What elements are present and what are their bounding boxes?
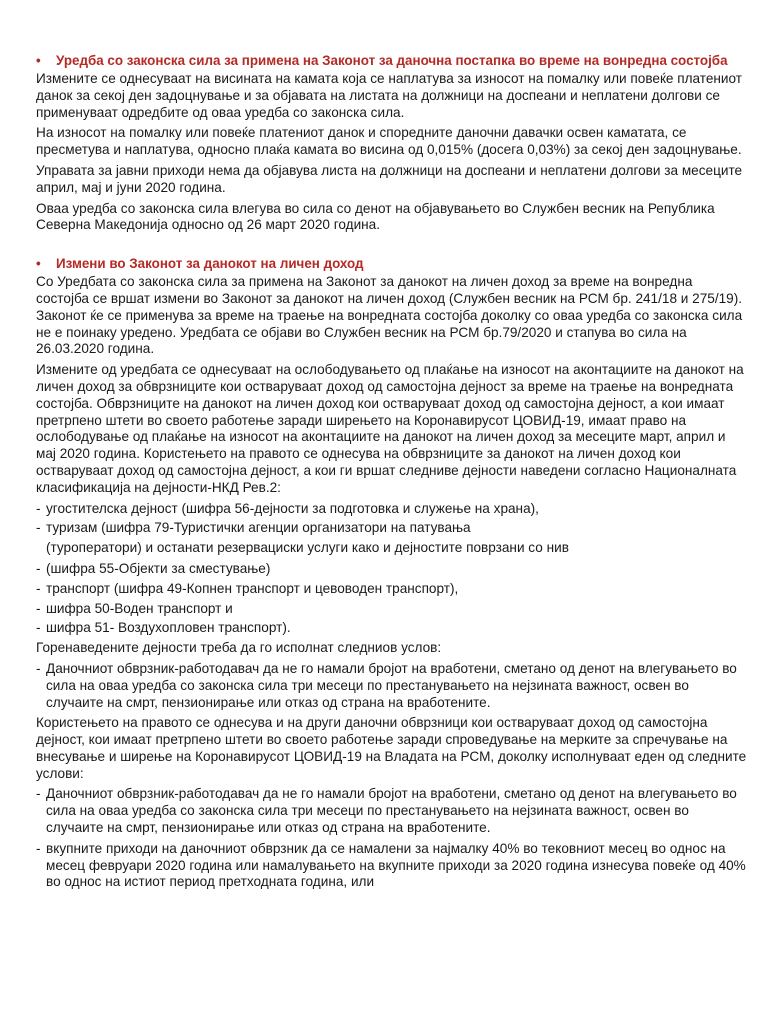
- list-dash: -: [36, 500, 41, 516]
- activity-list-item: [36, 501, 748, 518]
- activity-text: угостителска дејност (шифра 56-дејности за подготовка и служење на храна),: [46, 500, 539, 516]
- section-2-paragraph: Измените од уредбата се однесуваат на ослободувањето од плаќање на износот на аконтациите на данокот на личен доход за обврзниците кои остваруваат доход од самостојна дејност за време на траење на вонредната состојба. Обврзниците на данокот на личен доход кои остваруваат доход од самостојна дејност, а кои имаат претрпено штети во своето работење заради ширењето на Коронавирусот ЦОВИД-19, имаат право на ослободување од плаќање на износот на аконтациите на данокот на личен доход за месеците март, април и мај 2020 година. Користењето на правото се однесува на обврзниците за данокот на личен доход кои остваруваат доход од самостојна дејност, а кои ги вршат следниве дејности наведени согласно Националната класификација на дејности-НКД Рев.2:: [36, 362, 744, 495]
- section-1-paragraph: Управата за јавни приходи нема да објавува листа на должници на доспеани и неплатени долгови за месеците април, мај и јуни 2020 година.: [36, 162, 743, 195]
- list-dash: -: [36, 580, 41, 596]
- condition-text: Даночниот обврзник-работодавач да не го намали бројот на вработени, сметано од денот на влегувањето во сила на оваа уредба со законска сила три месеци по престанувањето на нејзината важност, освен во случаите на смрт, пензионирање или отказ од страна на вработените.: [46, 660, 737, 710]
- section-1-paragraph: Измените се однесуваат на висината на камата која се наплатува за износот на помалку или повеќе платениот данок за секој ден задоцнување и за објавата на листата на должници на доспеани и неплатени долгови се применуваат одредбите од оваа уредба со законска сила.: [36, 71, 743, 120]
- activity-list-item: [36, 520, 748, 537]
- section-2-paragraph: Со Уредбата со законска сила за примена на Законот за данокот на личен доход за време на вонредна состојба се вршат измени во Законот за данокот на личен доход (Службен весник на РСМ бр. 241/18 и 275/19). Законот ќе се применува за време на траење на вонредната состојба доколку со оваа уредба со законска сила не е поинаку уредено. Уредбата се објави во Службен весник на РСМ бр.79/2020 и стапува во сила на 26.03.2020 година.: [36, 274, 743, 357]
- section-1-paragraph: Оваа уредба со законска сила влегува во сила со денот на објавувањето во Службен весник на Република Северна Македонија односно од 26 март 2020 година.: [36, 200, 715, 233]
- bullet-icon: •: [36, 256, 41, 272]
- section-2-paragraph: Користењето на правото се однесува и на други даночни обврзници кои остваруваат доход од самостојна дејност, кои имаат претрпено штети во своето работење заради спроведување на мерките за спречување на внесување и ширење на Коронавирусот ЦОВИД-19 на Владата на РСМ, доколку исполнуваат еден од следните услови:: [36, 715, 747, 781]
- condition-intro: Горенаведените дејности треба да го исполнат следниов услов:: [36, 640, 442, 656]
- bullet-icon: •: [36, 53, 41, 68]
- activity-text: туризам (шифра 79-Туристички агенции организатори на патувања: [46, 520, 471, 536]
- list-dash: -: [36, 840, 41, 856]
- condition-list-item: [36, 841, 748, 891]
- activity-continuation: (туроператори) и останати резервациски услуги како и дејностите поврзани со нив: [46, 540, 569, 556]
- activity-list-item: [36, 581, 748, 598]
- activity-text: шифра 51- Воздухопловен транспорт).: [46, 620, 291, 636]
- section-spacer: [36, 238, 748, 255]
- section-2-title: Измени во Законот за данокот на личен доход: [56, 256, 364, 272]
- section-1-paragraph: На износот на помалку или повеќе платениот данок и споредните даночни давачки освен каматата, се пресметува и наплатува, односно плаќа камата во висина од 0,015% (досега 0,03%) за секој ден задоцнување.: [36, 125, 742, 158]
- list-dash: -: [36, 520, 41, 536]
- condition-text: вкупните приходи на даночниот обврзник да се намалени за најмалку 40% во тековниот месец во однос на месец февруари 2020 година или намалувањето на вкупните приходи за 2020 година изнесува повеќе од 40% во однос на истиот период претходната година, или: [46, 840, 746, 890]
- activity-text: транспорт (шифра 49-Копнен транспорт и цевоводен транспорт),: [46, 580, 459, 596]
- section-2-heading: [36, 255, 748, 272]
- document-body: [36, 52, 748, 895]
- list-dash: -: [36, 786, 41, 802]
- condition-list-item: [36, 786, 748, 836]
- activity-list-item: [36, 561, 748, 578]
- section-1-title: Уредба со законска сила за примена на Законот за даночна постапка во време на вонредна состојба: [56, 53, 728, 68]
- list-dash: -: [36, 600, 41, 616]
- condition-text: Даночниот обврзник-работодавач да не го намали бројот на вработени, сметано од денот на влегувањето во сила на оваа уредба со законска сила три месеци по престанувањето на нејзината важност, освен во случаите на смрт, пензионирање или отказ од страна на вработените.: [46, 786, 737, 836]
- section-1-heading: [36, 52, 748, 69]
- list-dash: -: [36, 560, 41, 576]
- activity-list-item: [36, 620, 748, 637]
- list-dash: -: [36, 660, 41, 676]
- condition-list-item: [36, 661, 748, 711]
- activity-list-item: [36, 601, 748, 618]
- activity-text: (шифра 55-Објекти за сместување): [46, 560, 271, 576]
- activity-text: шифра 50-Воден транспорт и: [46, 600, 233, 616]
- list-dash: -: [36, 620, 41, 636]
